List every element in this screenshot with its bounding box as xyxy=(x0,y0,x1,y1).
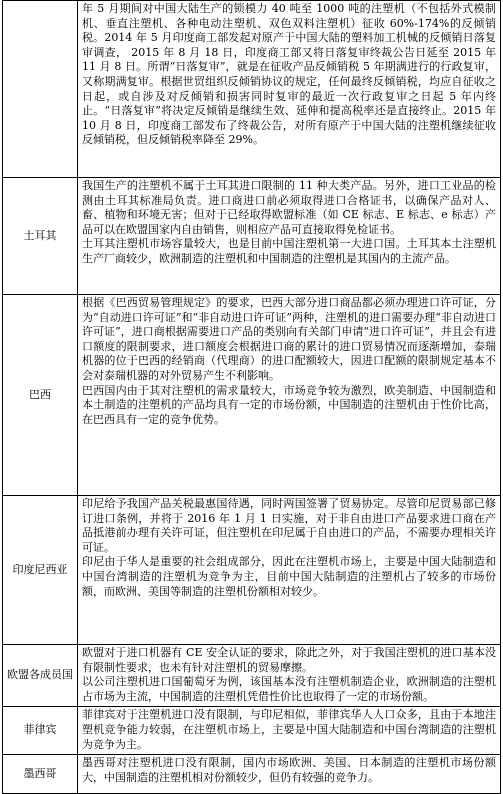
country-cell-brazil: 巴西 xyxy=(3,295,78,496)
country-cell-eu: 欧盟各成员国 xyxy=(3,645,78,707)
paragraph: 土耳其注塑机市场容量较大，也是目前中国注塑机第一大进口国。土耳其本土注塑机生产厂商较少，欧洲制造的注塑机和中国制造的注塑机是其国内的主流产品。 xyxy=(82,237,496,265)
trade-regulation-table xyxy=(2,0,501,794)
paragraph: 以公司注塑机进口国葡萄牙为例，该国基本没有注塑机制造企业，欧洲制造的注塑机占市场为主流，中国制造的注塑机凭借性价比也取得了一定的市场份额。 xyxy=(82,675,496,703)
country-cell-empty xyxy=(3,1,78,178)
country-cell-mexico: 墨西哥 xyxy=(3,755,78,794)
regulation-cell xyxy=(78,1,501,178)
paragraph: 印尼由于华人是重要的社会组成部分，因此在注塑机市场上，主要是中国大陆制造和中国台湾制造的注塑机为竞争为主，目前中国大陆制造的注塑机占了较多的市场份额，而欧洲、美国等制造的注塑机份额相对较少。 xyxy=(82,555,496,598)
paragraph: 巴西国内由于其对注塑机的需求量较大，市场竞争较为激烈，欧美制造、中国制造和本土制造的注塑机的产品均具有一定的市场份额，中国制造的注塑机由于性价比高，在巴西具有一定的竞争优势。 xyxy=(82,383,496,426)
paragraph: 欧盟对于进口机器有 CE 安全认证的要求，除此之外，对于我国注塑机的进口基本没有限制性要求，也未有针对注塑机的贸易摩擦。 xyxy=(82,646,496,674)
paragraph: 墨西哥对注塑机进口没有限制，国内市场欧洲、美国、日本制造的注塑机市场份额大，中国制造的注塑机相对份额较少，但仍有较强的竞争力。 xyxy=(82,756,496,784)
regulation-cell xyxy=(78,178,501,295)
regulation-cell xyxy=(78,755,501,794)
table-row-brazil xyxy=(3,295,501,496)
table-row-continued xyxy=(3,1,501,178)
regulation-cell xyxy=(78,707,501,755)
table-row-philippines xyxy=(3,707,501,755)
paragraph: 菲律宾对于注塑机进口没有限制，与印尼相似，菲律宾华人人口众多，且由于本地注塑机竞争能力较弱，在注塑机市场上，主要是中国大陆制造和中国台湾制造的注塑机为竞争为主。 xyxy=(82,708,496,751)
table-row-indonesia xyxy=(3,496,501,645)
table-row-mexico xyxy=(3,755,501,794)
regulation-cell xyxy=(78,645,501,707)
regulation-cell xyxy=(78,295,501,496)
paragraph: 印尼给予我国产品关税最惠国待遇，同时两国签署了贸易协定。尽管印尼贸易部已修订进口条例，并将于 2016 年 1 月 1 日实施，对于非自由进口产品要求进口商在产品抵港前办理有关许可证，但注塑机在印尼属于自由进口的产品，不需要办理相关许可证。 xyxy=(82,497,496,554)
paragraph: 年 5 月期间对中国大陆生产的锁模力 40 吨至 1000 吨的注塑机（不包括外式模制机、垂直注塑机、各种电动注塑机、双色双料注塑机）征收 60%-174%的反倾销税。2014 年 5 月印度商工部发起对原产于中国大陆的塑料加工机械的反倾销日落复审调查， 2015 年 8 月 18 日，印度商工部又将日落复审终裁公告日延至 2015 年 11 月 8 日。所谓“日落复审”，就是在征收产品反倾销税 5 年期满进行的行政复审，又称期满复审。根据世贸组织反倾销协议的规定，任何最终反倾销税，均应自征收之日起，或自涉及对反倾销和损害同时复审的最近一次行政复审之日起 5 年内终止。“日落复审”将决定反倾销是继续生效、延伸和提高税率还是直接终止。2015 年 10 月 8 日，印度商工部发布了终裁公告，对所有原产于中国大陆的注塑机继续征收反倾销税，但反倾销税率降至 29%。 xyxy=(82,2,496,147)
paragraph: 根据《巴西贸易管理规定》的要求，巴西大部分进口商品都必须办理进口许可证，分为“自动进口许可证”和“非自动进口许可证”两种，注塑机的进口需要办理“非自动进口许可证”，进口商根据需要进口产品的类别向有关部门申请“进口许可证”，并且会有进口额度的限制要求，进口额度会根据进口商的累计的进口贸易情况而逐渐增加，泰瑞机器的位于巴西的经销商（代理商）的进口配额较大，因进口配额的限制规定基本不会对泰瑞机器的对外贸易产生不利影响。 xyxy=(82,296,496,382)
paragraph: 我国生产的注塑机不属于土耳其进口限制的 11 种大类产品。另外，进口工业品的检测由土耳其标准局负责。进口商进口前必须取得进口合格证书，以确保产品对人、畜、植物和环境无害；但对于已经取得欧盟标准（如 CE 标志、E 标志、e 标志）产品可以在欧盟国家内自由销售，则相应产品可直接取得免检证书。 xyxy=(82,179,496,236)
country-cell-turkey: 土耳其 xyxy=(3,178,78,295)
table-row-turkey xyxy=(3,178,501,295)
regulation-cell xyxy=(78,496,501,645)
country-cell-philippines: 菲律宾 xyxy=(3,707,78,755)
country-cell-indonesia: 印度尼西亚 xyxy=(3,496,78,645)
table-row-eu xyxy=(3,645,501,707)
